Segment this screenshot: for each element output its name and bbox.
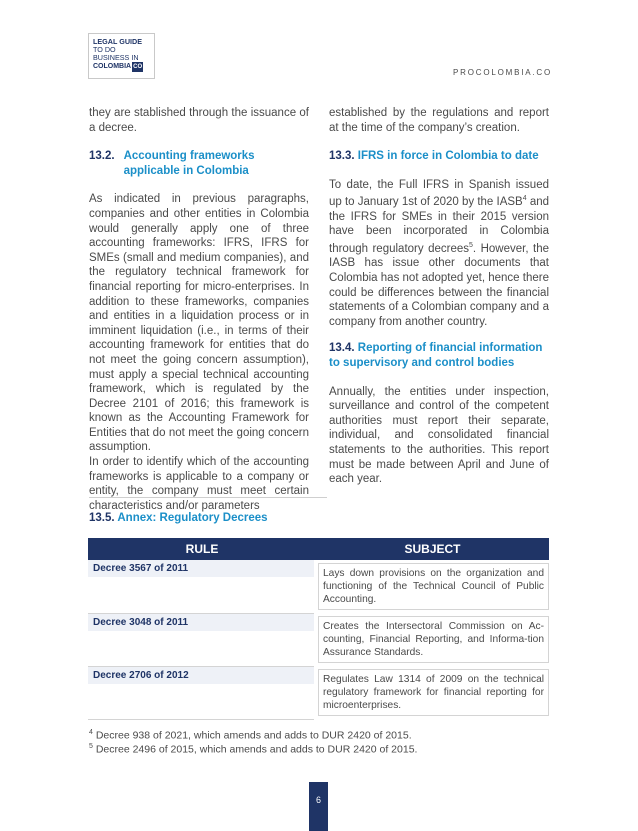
left-paragraph-3: In order to identify which of the accounting frameworks is applicable to a company or entity, the company must meet certain characteristics and/or parameters xyxy=(89,456,309,512)
subject-value: Lays down provisions on the organization and functioning of the Technical Council of Public Accounting. xyxy=(318,563,549,610)
table-row xyxy=(88,613,549,666)
section-13-5-heading xyxy=(89,512,268,524)
section-title: Annex: Regulatory Decrees xyxy=(117,512,268,524)
footnote-text: Decree 2496 of 2015, which amends and adds to DUR 2420 of 2015. xyxy=(92,743,418,756)
footnote-ref-4: 4 xyxy=(522,195,527,203)
rule-cell xyxy=(88,560,316,613)
column-header-rule: RULE xyxy=(88,538,316,560)
right-column xyxy=(329,106,549,487)
footnote-mark: 5 xyxy=(89,743,93,750)
rule-cell xyxy=(88,613,316,666)
text-run: . However, the IASB has issue other documents that Colombia has not adopted yet, hence there could be differences between the financial statements of a Colombian company and a company from another country. xyxy=(329,242,549,328)
page-number: 6 xyxy=(315,795,321,805)
section-13-3-heading xyxy=(329,149,549,164)
footnote-4 xyxy=(89,729,412,742)
rule-cell xyxy=(88,666,316,719)
left-paragraph-2: As indicated in previous paragraphs, companies and other entities in Colombia would generally apply one of three accounting frameworks: IFRS, IFRS for SMEs (small and medium companies), and the regulatory technical framework for financial reporting for micro-enterprises. In addition to these frameworks, companies and entities in a liquidation process or in imminent liquidation (i.e., in terms of their accounting framework for entities that do not meet the going concern assumption), must apply a special technical accounting framework, which is regulated by the Decree 2101 of 2016; this framework is known as the Accounting Framework for Entities that do not meet the going concern assumption. xyxy=(89,193,309,454)
text-run: and the IFRS for SMEs in their 2015 version have been incorporated in Colombia through regulatory decrees xyxy=(329,196,550,255)
subject-cell xyxy=(316,613,549,666)
page-number-tab xyxy=(309,782,328,831)
logo-line-1: LEGAL GUIDE xyxy=(93,37,142,46)
footnote-text: Decree 938 of 2021, which amends and adds to DUR 2420 of 2015. xyxy=(92,729,412,742)
rule-value: Decree 3567 of 2011 xyxy=(88,560,314,577)
text-run: To date, the Full IFRS in Spanish issued up to January 1st of 2020 by the IASB xyxy=(329,178,549,209)
right-paragraph-1: established by the regulations and report at the time of the company’s creation. xyxy=(329,107,549,134)
section-number: 13.2. xyxy=(89,150,115,163)
site-url: PROCOLOMBIA.CO xyxy=(453,68,552,77)
section-number: 13.3. xyxy=(329,150,355,163)
logo-brand xyxy=(93,62,150,72)
logo-co-badge: CO xyxy=(133,64,143,70)
logo-line-3: BUSINESS IN xyxy=(93,53,139,62)
footnote-ref-5: 5 xyxy=(469,241,473,249)
footnote-mark: 4 xyxy=(89,729,93,736)
subject-value: Regulates Law 1314 of 2009 on the technical regulatory framework for financial reporting for microenterprises. xyxy=(318,669,549,716)
right-paragraph-3: Annually, the entities under inspection, surveillance and control of the competent authorities must report their separate, individual, and consolidated financial statements to the authorities. This report must be made between April and June of each year. xyxy=(329,385,549,486)
subject-cell xyxy=(316,560,549,613)
subject-cell xyxy=(316,666,549,719)
logo-line-2: TO DO xyxy=(93,45,116,54)
section-13-4-heading xyxy=(329,341,549,370)
right-paragraph-2 xyxy=(329,178,549,330)
footnote-5 xyxy=(89,743,417,756)
subject-value: Creates the Intersectoral Commission on Ac-counting, Financial Reporting, and Informa-tion Assurance Standards. xyxy=(318,616,549,663)
left-paragraph-1: they are stablished through the issuance of a decree. xyxy=(89,107,309,134)
table-row xyxy=(88,666,549,719)
section-title: Reporting of financial information to supervisory and control bodies xyxy=(329,342,543,369)
regulatory-decrees-table xyxy=(88,538,549,720)
left-column xyxy=(89,106,309,513)
rule-value: Decree 2706 of 2012 xyxy=(88,667,314,684)
section-number: 13.5. xyxy=(89,512,115,524)
column-header-subject: SUBJECT xyxy=(316,538,549,560)
section-number: 13.4. xyxy=(329,342,355,355)
guide-logo xyxy=(88,33,155,79)
section-13-2-heading xyxy=(89,149,309,178)
section-title: IFRS in force in Colombia to date xyxy=(357,150,539,163)
rule-value: Decree 3048 of 2011 xyxy=(88,614,314,631)
table-row xyxy=(88,560,549,613)
logo-brand-text: COLOMBIA xyxy=(93,63,132,70)
section-title: Accounting frameworks applicable in Colombia xyxy=(123,150,255,177)
column-divider xyxy=(89,497,327,498)
